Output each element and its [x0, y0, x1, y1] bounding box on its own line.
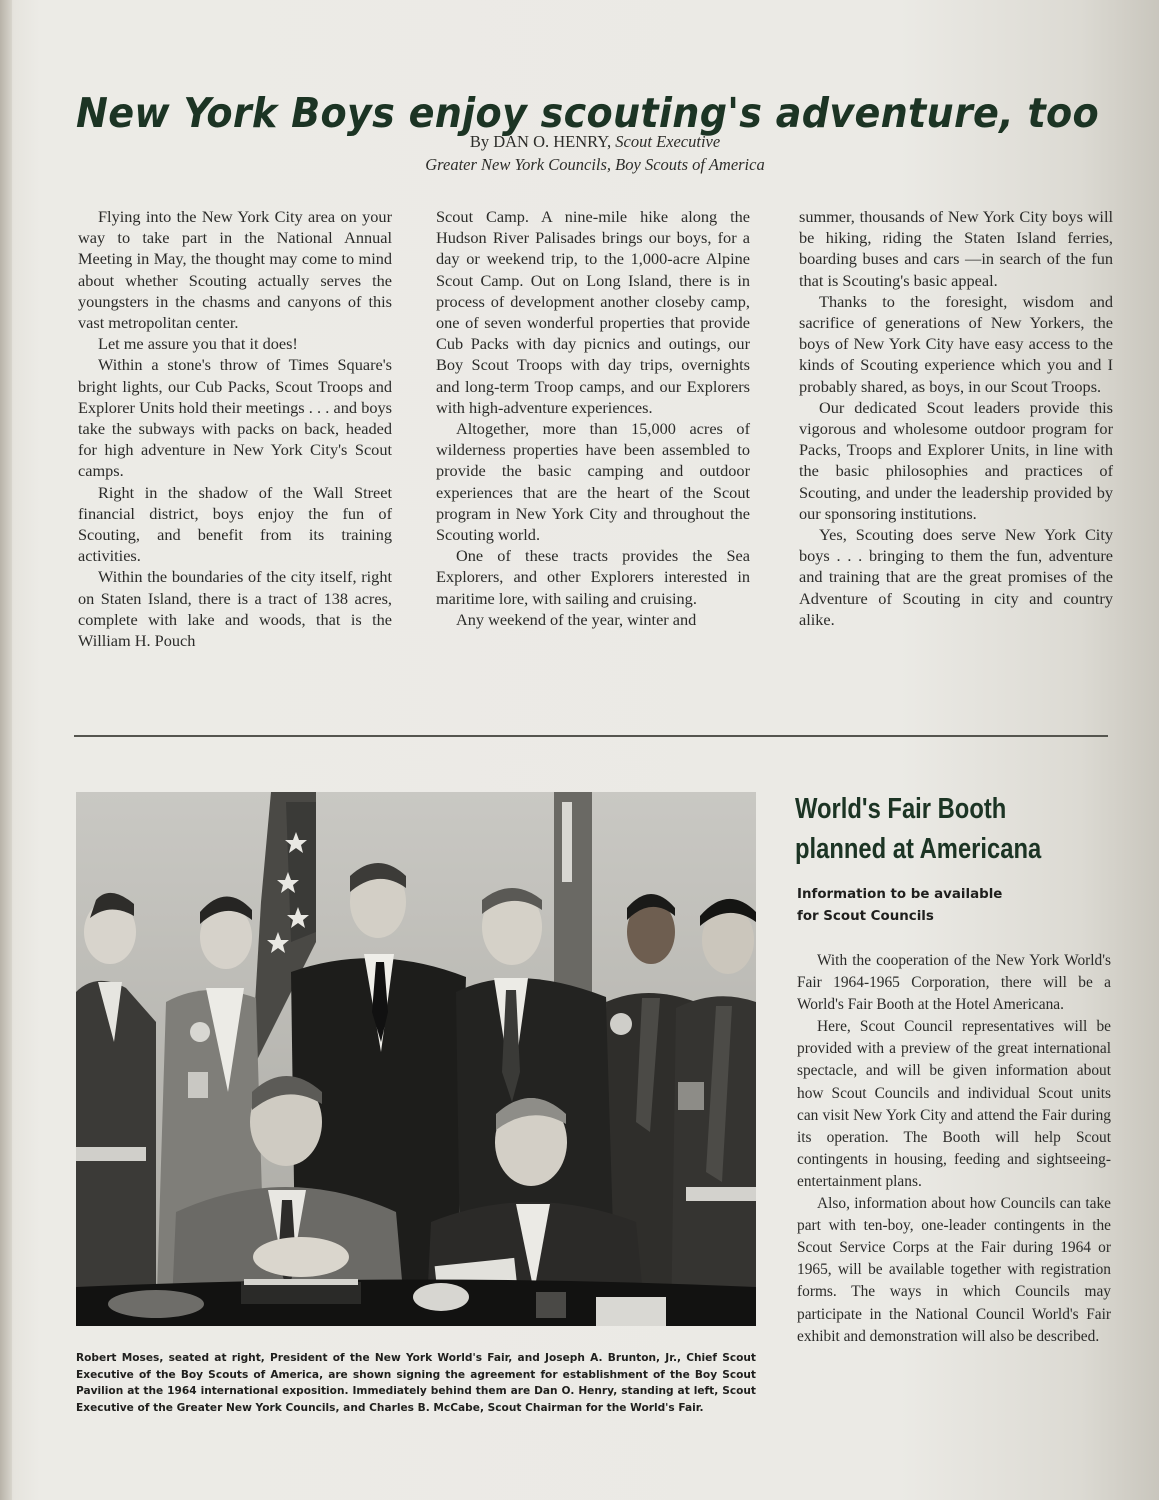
sidebar-title-line: World's Fair Booth [795, 793, 1007, 825]
desk [76, 1279, 756, 1326]
sidebar-body [797, 950, 1111, 1348]
paragraph: Within a stone's throw of Times Square's bright lights, our Cub Packs, Scout Troops and Explorer Units hold their meetings . . . and boys take the subways with packs on back, headed for high adventure in New York City's Scout camps. [78, 355, 392, 481]
sidebar-subtitle-line: Information to be available [797, 887, 1003, 902]
paragraph: Altogether, more than 15,000 acres of wilderness properties have been assembled to provide the basic camping and outdoor experiences that are the heart of the Scout program in New York City and throughout the Scouting world. [436, 419, 750, 545]
sidebar-title-line: planned at Americana [795, 833, 1042, 865]
article-column-2 [436, 206, 750, 630]
section-divider [74, 735, 1108, 737]
paragraph: Here, Scout Council representatives will be provided with a preview of the great international spectacle, and will be given information about how Scout Councils and individual Scout units can visit New York City and attend the Fair during its operation. The Booth will help Scout contingents in housing, feeding and sightseeing-entertainment plans. [797, 1018, 1111, 1190]
paragraph: Also, information about how Councils can take part with ten-boy, one-leader contingents in the Scout Service Corps at the Fair during 1964 or 1965, will be available together with registration forms. The ways in which Councils may participate in the National Council World's Fair exhibit and demonstration will also be described. [797, 1195, 1111, 1345]
paragraph: Right in the shadow of the Wall Street financial district, boys enjoy the fun of Scouting, and benefit from its training activities. [78, 482, 392, 566]
paragraph: Scout Camp. A nine-mile hike along the Hudson River Palisades brings our boys, for a day or weekend trip, to the 1,000-acre Alpine Scout Camp. Out on Long Island, there is in process of development another closeby camp, one of seven wonderful properties that provide Cub Packs with day picnics and outings, our Boy Scout Troops with day trips, overnights and long-term Troop camps, and our Explorers with high-adventure experiences. [436, 207, 750, 417]
byline-name: By DAN O. HENRY, [469, 132, 612, 151]
paragraph: Any weekend of the year, winter and [456, 609, 697, 629]
scout-flag [554, 792, 592, 992]
sidebar-subtitle-line: for Scout Councils [797, 909, 934, 924]
sidebar-subtitle [797, 884, 1117, 928]
paragraph: With the cooperation of the New York World's Fair 1964-1965 Corporation, there will be a World's Fair Booth at the Hotel Americana. [797, 952, 1111, 1014]
sidebar-title [795, 789, 1057, 869]
byline-org: Greater New York Councils, Boy Scouts of America [425, 155, 765, 174]
article-column-3 [799, 206, 1113, 630]
paragraph: summer, thousands of New York City boys will be hiking, riding the Staten Island ferries, boarding buses and cars —in search of the fun that is Scouting's basic appeal. [799, 207, 1113, 290]
paragraph: Our dedicated Scout leaders provide this vigorous and wholesome outdoor program for Packs, Troops and Explorer Units, in line with the basic philosophies and practices of Scouting, and under the leadership provided by our sponsoring institutions. [799, 397, 1113, 523]
paragraph: Flying into the New York City area on your way to take part in the National Annual Meeting in May, the thought may come to mind about whether Scouting actually serves the youngsters in the chasms and canyons of this vast metropolitan center. [78, 207, 392, 333]
paragraph: One of these tracts provides the Sea Explorers, and other Explorers interested in maritime lore, with sailing and cruising. [436, 546, 750, 608]
paragraph: Within the boundaries of the city itself, right on Staten Island, there is a tract of 138 acres, complete with lake and woods, that is the William H. Pouch [78, 567, 392, 651]
article-column-1 [78, 206, 392, 651]
byline-role: Scout Executive [615, 132, 721, 151]
headline: New York Boys enjoy scouting's adventure, too [76, 89, 1099, 138]
photo-caption: Robert Moses, seated at right, President of the New York World's Fair, and Joseph A. Brunton, Jr., Chief Scout Executive of the Boy Scouts of America, are shown signing the agreement for establishment of the Boy Scout Pavilion at the 1964 international exposition. Immediately behind them are Dan O. Henry, standing at left, Scout Executive of the Greater New York Councils, and Charles B. McCabe, Scout Chairman for the World's Fair. [76, 1352, 756, 1414]
paragraph: Yes, Scouting does serve New York City boys . . . bringing to them the fun, adventure and training that are the great promises of the Adventure of Scouting in city and country alike. [799, 525, 1113, 629]
signing-photo [76, 792, 756, 1326]
photo-illustration [76, 792, 756, 1326]
paragraph: Let me assure you that it does! [98, 334, 298, 354]
paragraph: Thanks to the foresight, wisdom and sacrifice of generations of New Yorkers, the boys of New York City have easy access to the kinds of Scouting experience which you and I probably shared, as boys, in our Scout Troops. [799, 291, 1113, 396]
byline [330, 130, 860, 176]
page-edge [0, 0, 12, 1500]
